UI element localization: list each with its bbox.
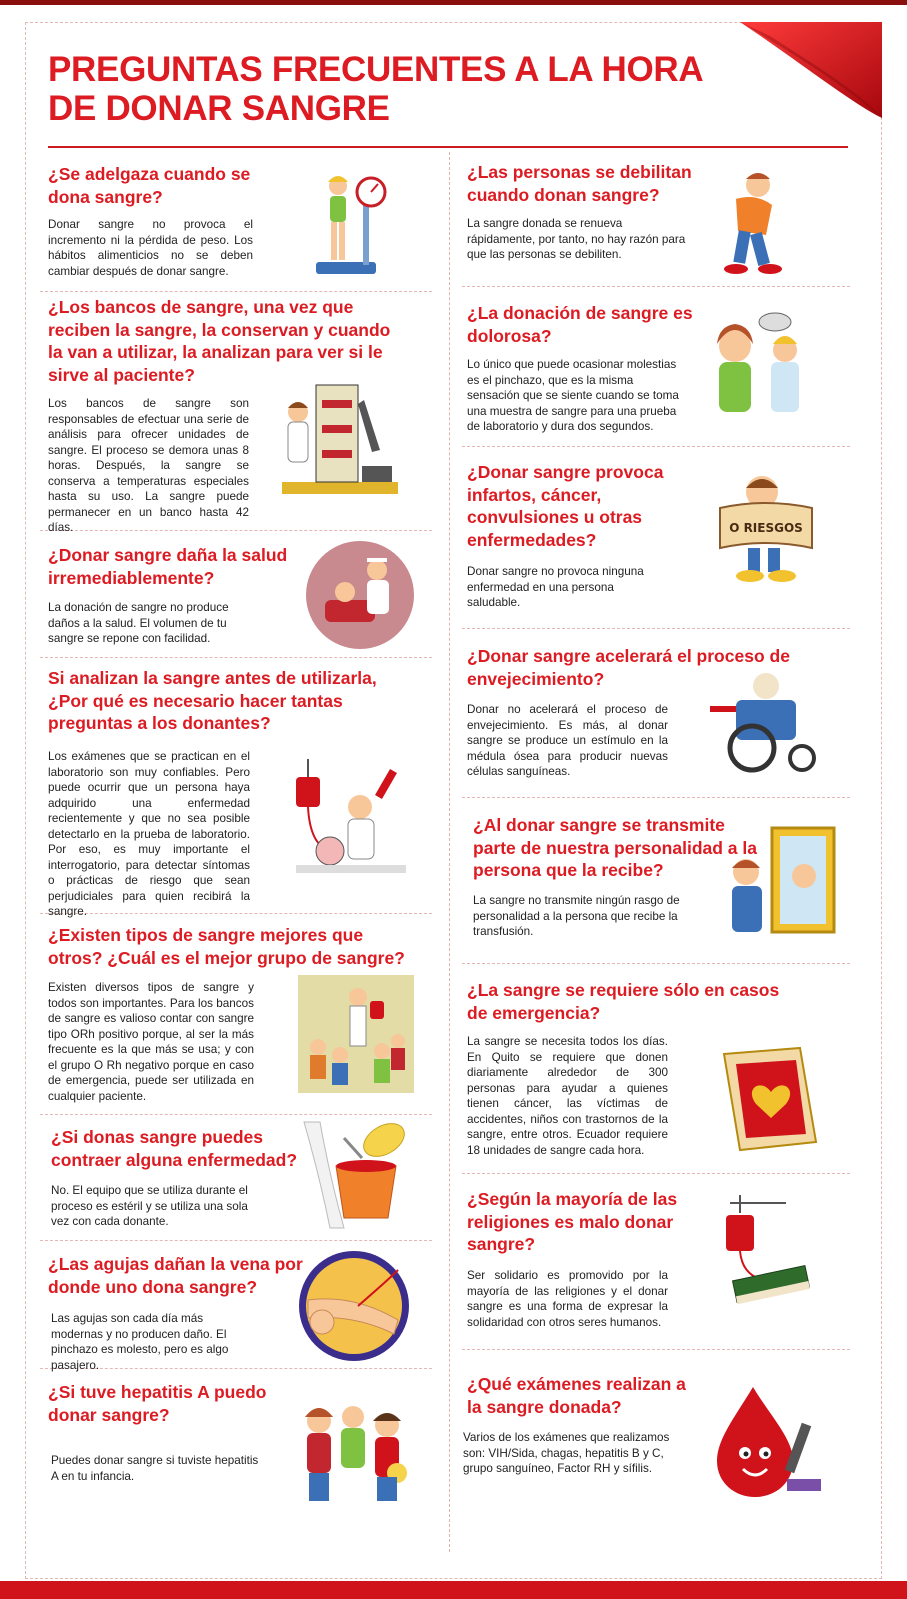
section-divider [462, 963, 850, 964]
faq-question: ¿Donar sangre provoca infartos, cáncer, convulsiones u otras enfermedades? [467, 462, 664, 550]
faq-question: ¿Según la mayoría de las religiones es malo donar sangre? [467, 1189, 678, 1254]
faq-answer: Donar sangre no provoca ninguna enfermedad en una persona saludable. [467, 565, 644, 609]
sign-text: O RIESGOS [729, 521, 803, 535]
faq-question: ¿La donación de sangre es dolorosa? [467, 303, 693, 346]
title-line-1: PREGUNTAS FRECUENTES A LA HORA [48, 50, 704, 89]
faq-question: ¿Si tuve hepatitis A puedo donar sangre? [48, 1382, 267, 1425]
elderly-wheelchair-icon [706, 666, 824, 778]
happy-group-icon [293, 1393, 411, 1505]
section-divider [40, 1114, 432, 1115]
section-divider [462, 1173, 850, 1174]
section-divider [462, 286, 850, 287]
section-divider [40, 1240, 432, 1241]
blood-bag-heart-icon [716, 1042, 822, 1154]
faq-answer: Donar sangre no provoca el incremento ni la pérdida de peso. Los hábitos alimenticios no se deben cambiar después de donar sangre. [48, 218, 253, 278]
faq-answer: Las agujas son cada día más modernas y no producen daño. El pinchazo es molesto, pero es algo pasajero. [51, 1312, 229, 1372]
faq-answer: La sangre no transmite ningún rasgo de personalidad a la persona que recibe la transfusión. [473, 894, 680, 938]
title-divider [48, 146, 848, 148]
page-title [48, 50, 748, 128]
section-divider [462, 797, 850, 798]
faq-answer: Los exámenes que se practican en el laboratorio son muy confiables. Pero puede ocurrir que un persona haya adquirido una enfermedad recientemente y que no sea posible detectarlo en la prueba de laboratorio. Por eso, es muy importante el interrogatorio, para detectar síntomas o prácticas de riesgo que sean perjudiciales para quien recibirá la sangre. [48, 750, 250, 918]
blood-drop-microscope-icon [713, 1383, 825, 1501]
faq-question: ¿La sangre se requiere sólo en casos de emergencia? [467, 980, 780, 1023]
blood-bag-bible-icon [716, 1193, 816, 1311]
faq-question: ¿Las agujas dañan la vena por donde uno dona sangre? [48, 1254, 303, 1297]
faq-answer: Lo único que puede ocasionar molestias es el pinchazo, que es la misma sensación que se siente cuando se toma una muestra de sangre para una prueba de laboratorio y dura dos segundos. [467, 358, 679, 433]
faq-question: ¿Las personas se debilitan cuando donan sangre? [467, 162, 692, 205]
nurse-injection-icon [705, 310, 813, 425]
column-divider [449, 152, 450, 1552]
faq-answer: La sangre se necesita todos los días. En Quito se requiere que donen diariamente alrededor de 300 personas para ayudar a quienes tienen cáncer, las víctimas de accidentes, niños con trastornos de la sangre, entre otros. Ecuador requiere 18 unidades de sangre cada hora. [467, 1035, 668, 1157]
syringe-disposal-icon [300, 1118, 410, 1236]
faq-question: ¿Al donar sangre se transmite parte de nuestra personalidad a la persona que la recibe? [473, 815, 757, 880]
lab-blood-bag-icon [290, 755, 410, 877]
faq-question: ¿Existen tipos de sangre mejores que otros? ¿Cuál es el mejor grupo de sangre? [48, 925, 405, 968]
faq-answer: La sangre donada se renueva rápidamente, por tanto, no hay razón para que las personas se debiliten. [467, 217, 686, 261]
faq-answer: No. El equipo que se utiliza durante el proceso es estéril y se utiliza una sola vez con cada donante. [51, 1184, 248, 1228]
zero-risk-sign-icon [712, 468, 820, 586]
faq-question: ¿Si donas sangre puedes contraer alguna enfermedad? [51, 1127, 298, 1170]
bottom-bar [0, 1581, 907, 1599]
microscope-scientist-icon [276, 380, 404, 498]
section-divider [40, 657, 432, 658]
arm-needle-icon [298, 1250, 410, 1362]
faq-answer: Puedes donar sangre si tuviste hepatitis A en tu infancia. [51, 1454, 259, 1483]
faq-answer: Los bancos de sangre son responsables de efectuar una serie de análisis para ofrecer unidades de sangre. El proceso se demora unas 8 horas. Después, la sangre se conserva a temperaturas especiales hasta su uso. La sangre puede permanecer en un banco hasta 42 días. [48, 397, 249, 534]
title-line-2: DE DONAR SANGRE [48, 89, 390, 128]
faq-answer: Ser solidario es promovido por la mayoría de las religiones y el donar sangre es una forma de expresar la solidaridad con otros seres humanos. [467, 1269, 668, 1329]
section-divider [40, 291, 432, 292]
faq-question: ¿Donar sangre acelerará el proceso de envejecimiento? [467, 646, 790, 689]
section-divider [462, 446, 850, 447]
weighing-scale-woman-icon [308, 170, 398, 280]
top-bar [0, 0, 907, 5]
faq-question: ¿Los bancos de sangre, una vez que reciben la sangre, la conservan y cuando la van a utilizar, la analizan para ver si le sirve al paciente? [48, 297, 391, 385]
faq-answer: Donar no acelerará el proceso de envejecimiento. Es más, al donar sangre se produce un estímulo en la médula ósea para producir nuevas células sanguíneas. [467, 703, 668, 778]
faq-answer: Existen diversos tipos de sangre y todos son importantes. Para los bancos de sangre es valioso contar con sangre tipo ORh positivo porque, al ser la más frecuente es la que más se usa; y con el grupo O Rh negativo porque en caso de emergencia, puede ser utilizada en cualquier paciente. [48, 981, 254, 1103]
section-divider [462, 628, 850, 629]
faq-question: ¿Se adelgaza cuando se dona sangre? [48, 164, 251, 207]
faq-question: ¿Qué exámenes realizan a la sangre donada? [467, 1374, 686, 1417]
faq-question: ¿Donar sangre daña la salud irremediablemente? [48, 545, 288, 588]
section-divider [462, 1349, 850, 1350]
faq-question: Si analizan la sangre antes de utilizarla, ¿Por qué es necesario hacer tantas preguntas a los donantes? [48, 668, 377, 733]
weak-man-icon [706, 165, 806, 277]
faq-answer: Varios de los exámenes que realizamos son: VIH/Sida, chagas, hepatitis B y C, grupo sanguíneo, Factor RH y sífilis. [463, 1431, 670, 1475]
nurse-patient-icon [305, 540, 415, 650]
mirror-man-icon [720, 822, 840, 940]
doctor-group-icon [298, 975, 414, 1093]
faq-answer: La donación de sangre no produce daños a la salud. El volumen de tu sangre se repone con facilidad. [48, 601, 229, 645]
page-curl-icon [740, 22, 882, 118]
